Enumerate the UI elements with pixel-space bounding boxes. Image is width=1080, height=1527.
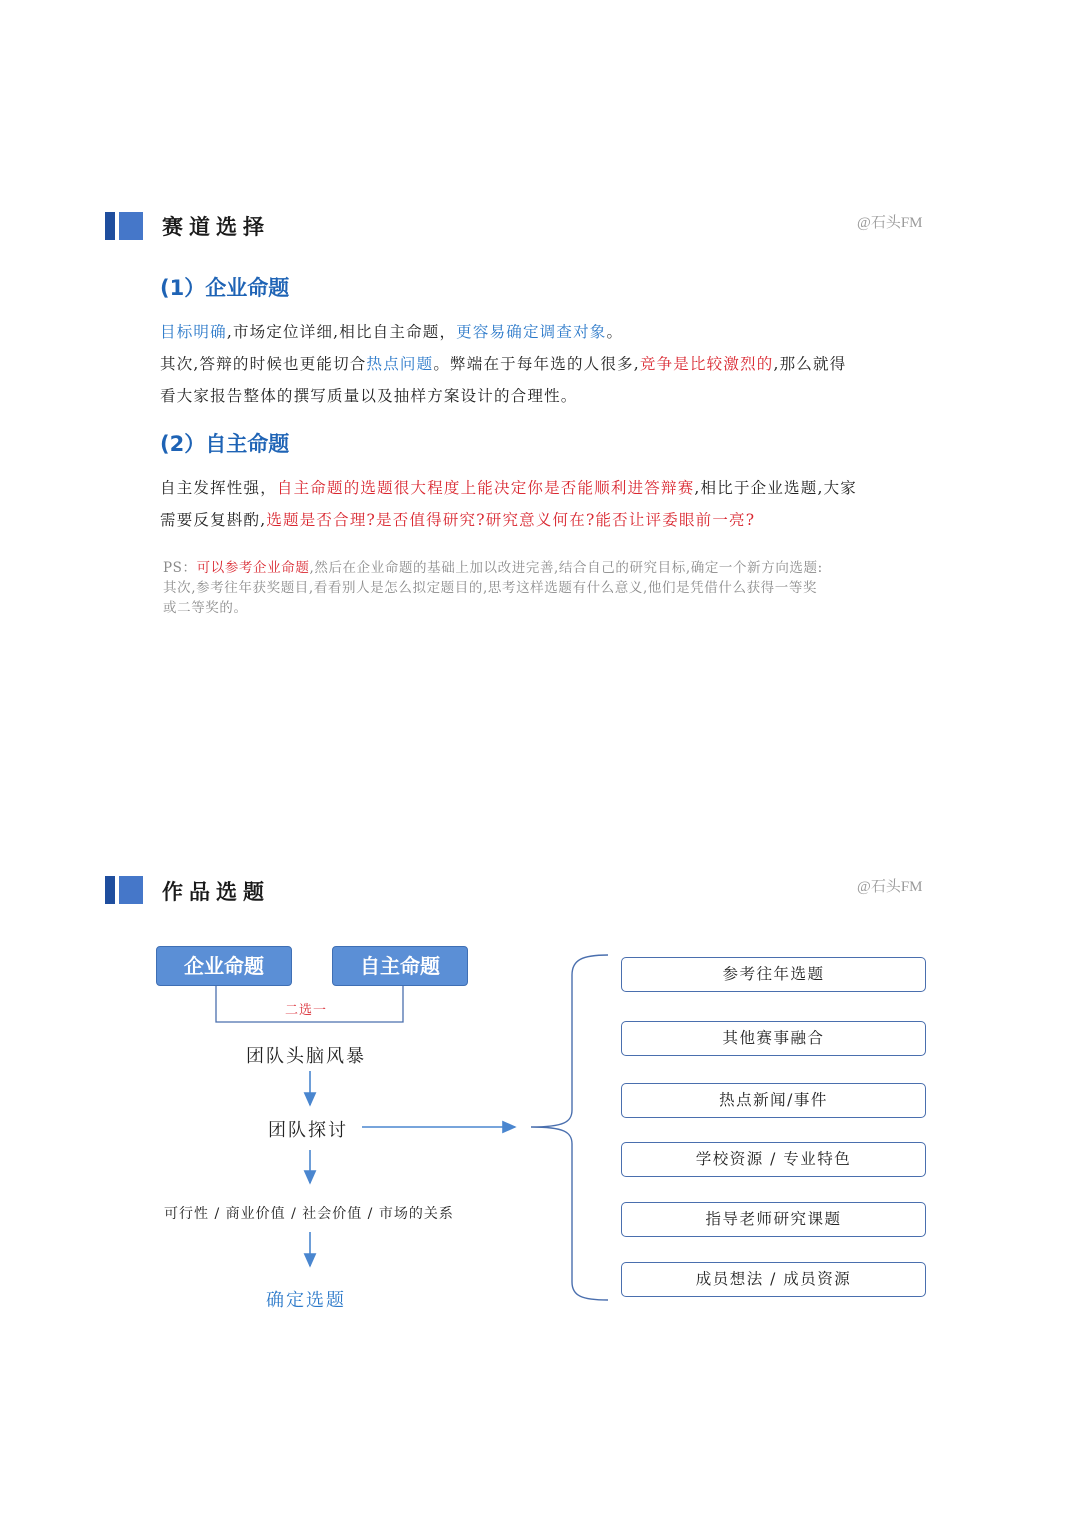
flow-step-brainstorm: 团队头脑风暴	[246, 1046, 366, 1067]
paragraph-line: 看大家报告整体的撰写质量以及抽样方案设计的合理性。	[160, 387, 578, 405]
section-title-track: 赛道选择	[162, 215, 270, 239]
body-text: 需要反复斟酌,	[160, 511, 267, 529]
flow-step-discussion: 团队探讨	[268, 1120, 348, 1141]
watermark: @石头FM	[857, 879, 923, 895]
source-box: 指导老师研究课题	[621, 1202, 926, 1237]
warning-text: 竞争是比较激烈的	[639, 355, 774, 373]
warning-text: 可以参考企业命题	[196, 560, 310, 576]
highlight-text: 热点问题	[366, 355, 434, 373]
flow-step-confirm: 确定选题	[266, 1290, 346, 1311]
flow-step-criteria: 可行性 / 商业价值 / 社会价值 / 市场的关系	[164, 1206, 454, 1222]
body-text: 。	[606, 323, 624, 341]
warning-text: 自主命题的选题很大程度上能决定你是否能顺利进答辩赛	[276, 479, 695, 497]
body-text: ,那么就得	[773, 355, 847, 373]
curly-brace	[531, 955, 608, 1300]
ps-label: PS：	[163, 560, 197, 576]
company-topic-button[interactable]: 企业命题	[156, 946, 292, 986]
self-topic-button[interactable]: 自主命题	[332, 946, 468, 986]
section-title-work: 作品选题	[162, 880, 270, 904]
watermark: @石头FM	[857, 215, 923, 231]
ps-note-line: 或二等奖的。	[163, 600, 248, 616]
body-text: 其次,答辩的时候也更能切合	[160, 355, 367, 373]
choose-one-label: 二选一	[285, 1003, 328, 1018]
body-text: ,相比于企业选题,大家	[694, 479, 857, 497]
source-box: 参考往年选题	[621, 957, 926, 992]
source-box: 热点新闻/事件	[621, 1083, 926, 1118]
subheading-self-topic: (2）自主命题	[160, 432, 290, 456]
highlight-text: 目标明确	[160, 323, 227, 341]
ps-note-line: 其次,参考往年获奖题目,看看别人是怎么拟定题目的,思考这样选题有什么意义,他们是凭借什么获得一等奖	[163, 580, 818, 596]
warning-text: 选题是否合理?是否值得研究?研究意义何在?能否让评委眼前一亮?	[266, 511, 756, 529]
highlight-text: 更容易确定调查对象	[456, 323, 607, 341]
body-text: 。弊端在于每年选的人很多,	[433, 355, 640, 373]
body-text: ,然后在企业命题的基础上加以改进完善,结合自己的研究目标,确定一个新方向选题:	[309, 560, 823, 576]
source-box: 其他赛事融合	[621, 1021, 926, 1056]
source-box: 成员想法 / 成员资源	[621, 1262, 926, 1297]
body-text: 自主发挥性强，	[160, 479, 277, 497]
source-box: 学校资源 / 专业特色	[621, 1142, 926, 1177]
subheading-company-topic: (1）企业命题	[160, 276, 290, 300]
body-text: ,市场定位详细,相比自主命题，	[226, 323, 457, 341]
